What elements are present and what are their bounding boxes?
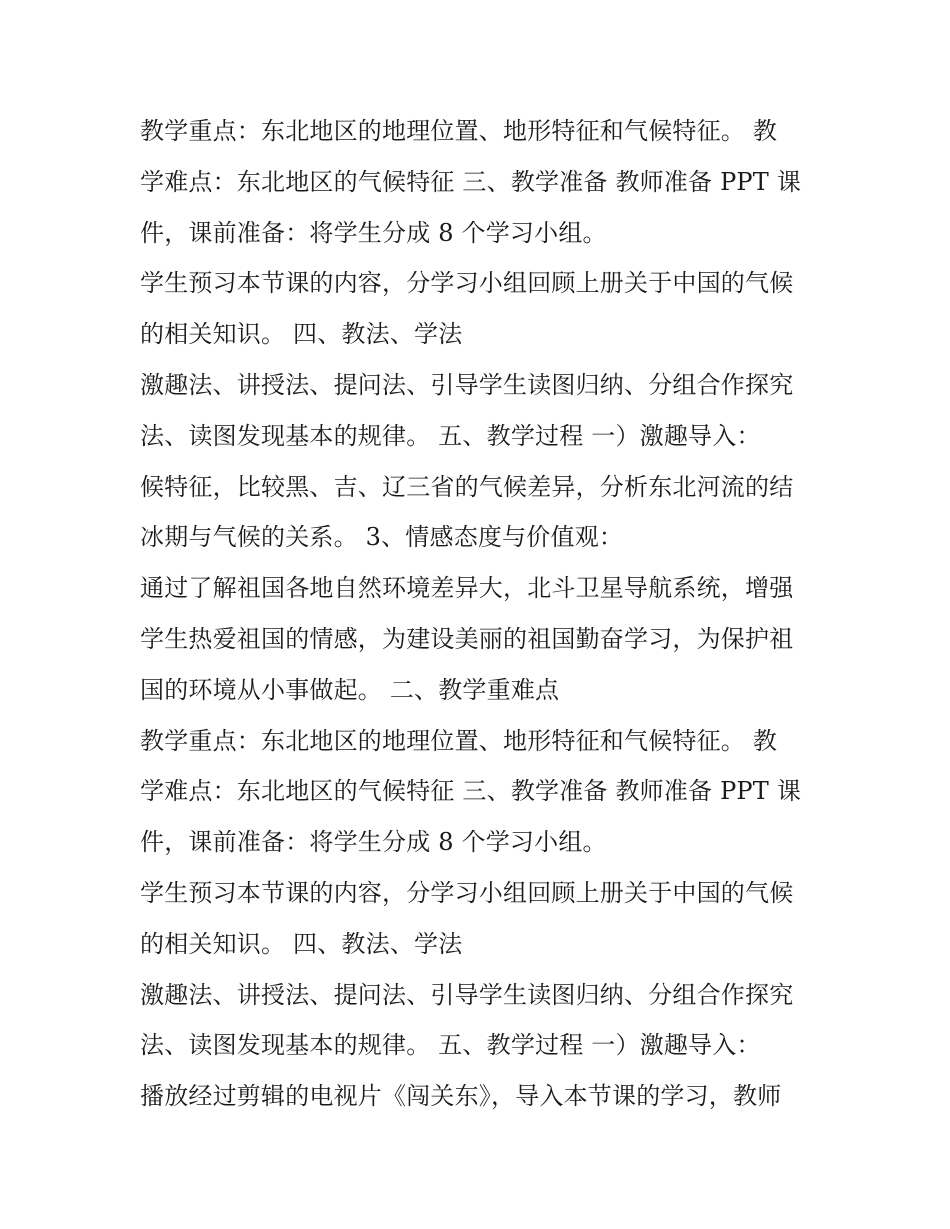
text-line: 教学重点：东北地区的地理位置、地形特征和气候特征。 教 xyxy=(140,117,778,145)
text-line: 法、读图发现基本的规律。 五、教学过程 一）激趣导入： xyxy=(140,1031,761,1060)
text-line: 冰期与气候的关系。 3、情感态度与价值观： xyxy=(140,523,624,552)
text-line: 学生预习本节课的内容，分学习小组回顾上册关于中国的气候 xyxy=(140,878,794,907)
text-line: 国的环境从小事做起。 二、教学重难点 xyxy=(140,675,560,704)
text-line: 法、读图发现基本的规律。 五、教学过程 一）激趣导入： xyxy=(140,421,761,450)
text-line: 的相关知识。 四、教法、学法 xyxy=(140,929,463,958)
text-line: 激趣法、讲授法、提问法、引导学生读图归纳、分组合作探究 xyxy=(140,980,794,1009)
text-line: 教学重点：东北地区的地理位置、地形特征和气候特征。 教 xyxy=(140,726,778,755)
text-line: 学难点：东北地区的气候特征 三、教学准备 教师准备 PPT 课 xyxy=(140,777,802,806)
text-line: 的相关知识。 四、教法、学法 xyxy=(140,320,463,349)
document-body xyxy=(140,106,820,1122)
text-line: 学生热爱祖国的情感，为建设美丽的祖国勤奋学习，为保护祖 xyxy=(140,624,794,653)
text-line: 激趣法、讲授法、提问法、引导学生读图归纳、分组合作探究 xyxy=(140,370,794,399)
text-line: 播放经过剪辑的电视片《闯关东》，导入本节课的学习，教师 xyxy=(140,1082,782,1111)
text-line: 候特征，比较黑、吉、辽三省的气候差异，分析东北河流的结 xyxy=(140,472,794,501)
text-line: 件，课前准备：将学生分成 8 个学习小组。 xyxy=(140,218,607,247)
text-line: 学生预习本节课的内容，分学习小组回顾上册关于中国的气候 xyxy=(140,269,794,298)
text-line: 件，课前准备：将学生分成 8 个学习小组。 xyxy=(140,828,607,857)
text-line: 通过了解祖国各地自然环境差异大，北斗卫星导航系统，增强 xyxy=(140,574,794,603)
text-line: 学难点：东北地区的气候特征 三、教学准备 教师准备 PPT 课 xyxy=(140,167,802,196)
